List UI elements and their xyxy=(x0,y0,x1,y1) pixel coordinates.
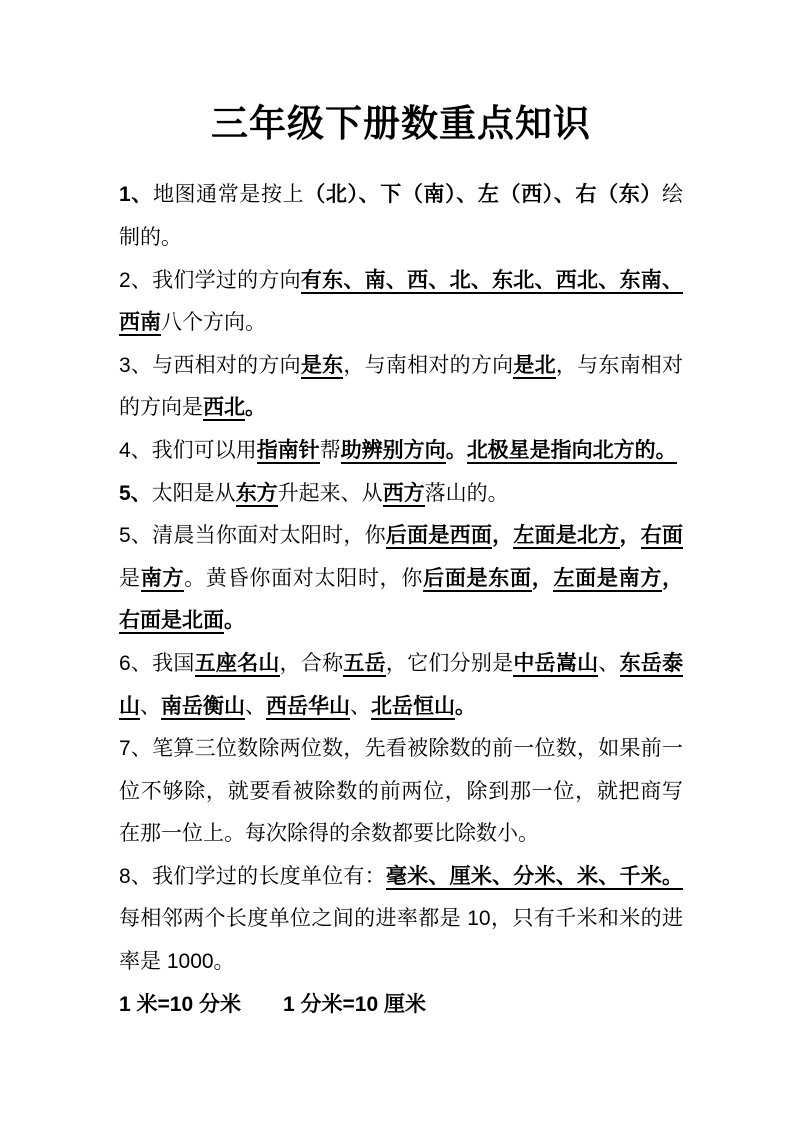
text-segment: 绘制的。 xyxy=(119,183,684,249)
text-segment: ，合称 xyxy=(279,651,344,675)
paragraph xyxy=(119,728,683,856)
text-segment: （北）、下（南）、左（西）、右（东） xyxy=(304,183,663,207)
text-segment: 7、笔算三位数除两位数，先看被除数的前一位数，如果前一位不够除，就要看被除数的前两位，除到那一位，就把商写在那一位上。每次除得的余数都要比除数小。 xyxy=(119,737,683,846)
text-segment: 地图通常是按上 xyxy=(152,183,305,207)
text-segment: 是 xyxy=(119,566,141,590)
text-segment: 升起来、从 xyxy=(277,481,383,505)
text-segment: 东方 xyxy=(235,481,278,505)
text-segment: ， xyxy=(492,524,514,548)
text-segment: 南方 xyxy=(140,566,185,590)
document-body xyxy=(119,174,683,1026)
text-segment: 东岳泰山 xyxy=(119,651,684,718)
text-segment: 、 xyxy=(598,651,620,675)
text-segment: 右面 xyxy=(640,524,684,548)
text-segment: 指南针 xyxy=(256,438,320,462)
paragraph xyxy=(119,174,683,259)
text-segment: 。 xyxy=(445,438,467,462)
text-segment: 每相邻两个长度单位之间的进率都是 10，只有千米和米的进率是 1000。 xyxy=(119,907,683,974)
text-segment: 西方 xyxy=(382,481,425,505)
text-segment: 西北 xyxy=(203,396,245,420)
text-segment: 后面是西面 xyxy=(385,524,493,548)
text-segment: 右面是北面 xyxy=(119,609,224,633)
text-segment: 。 xyxy=(455,694,476,718)
paragraph xyxy=(119,856,683,984)
text-segment: ， xyxy=(555,353,578,377)
text-segment: 太阳是从 xyxy=(151,481,236,505)
text-segment: ， xyxy=(619,524,641,548)
text-segment: 毫米、厘米、分米、米、千米。 xyxy=(385,864,683,888)
text-segment: 1 米=10 分米 xyxy=(119,992,241,1016)
text-segment: 南岳衡山 xyxy=(161,694,245,718)
text-segment: 八个方向。 xyxy=(161,311,266,335)
paragraph xyxy=(119,345,683,430)
text-segment: 北极星是指向北方的。 xyxy=(466,438,677,462)
text-segment: 左面是北方 xyxy=(513,524,620,548)
text-segment: 。 xyxy=(224,609,245,633)
text-segment: 中岳嵩山 xyxy=(513,651,599,675)
text-segment: 落山的。 xyxy=(424,481,509,505)
text-segment: 、 xyxy=(140,694,161,718)
text-segment: 、 xyxy=(350,694,371,718)
text-segment: 8、我们学过的长度单位有： xyxy=(119,864,386,888)
text-segment: 五岳 xyxy=(343,651,386,675)
text-segment: ， xyxy=(343,353,365,377)
text-segment: 5、 xyxy=(119,481,152,505)
text-segment: 左面是南方 xyxy=(553,566,663,590)
paragraph xyxy=(119,260,683,345)
text-segment: 5、清晨当你面对太阳时，你 xyxy=(119,524,386,548)
text-segment: 有东、南、西、北、东北、西北、东南、西南 xyxy=(119,268,684,335)
text-segment: 是北 xyxy=(513,353,556,377)
page-title: 三年级下册数重点知识 xyxy=(211,103,591,144)
text-segment: 1 分米=10 厘米 xyxy=(282,992,426,1016)
paragraph xyxy=(119,984,683,1027)
text-segment: ， xyxy=(662,566,684,590)
text-segment: 。黄昏你面对太阳时，你 xyxy=(184,566,424,590)
paragraph xyxy=(119,473,683,516)
text-segment: 五座名山 xyxy=(194,651,280,675)
text-segment xyxy=(241,993,283,1016)
text-segment: 6、我国 xyxy=(119,651,195,675)
text-segment: 与东南相对的方向是 xyxy=(119,353,684,420)
text-segment: 帮 xyxy=(319,438,341,462)
text-segment: 助辨别方向 xyxy=(340,438,446,462)
text-segment: 与南相对的方向 xyxy=(364,353,514,377)
text-segment: 北岳恒山 xyxy=(371,694,455,718)
text-segment: 2、我们学过的方向 xyxy=(119,268,301,292)
text-segment: 后面是东面 xyxy=(423,566,532,590)
paragraph xyxy=(119,515,683,643)
paragraph xyxy=(119,643,683,728)
text-segment: ， xyxy=(531,566,554,590)
text-segment: ，它们分别是 xyxy=(385,651,514,675)
text-segment: 4、我们可以用 xyxy=(119,438,257,462)
paragraph xyxy=(119,430,683,473)
text-segment: 。 xyxy=(245,396,266,420)
text-segment: 是东 xyxy=(300,353,344,377)
text-segment: 、 xyxy=(245,694,266,718)
text-segment: 1、 xyxy=(119,183,153,207)
text-segment: 3、与西相对的方向 xyxy=(119,353,301,377)
text-segment: 西岳华山 xyxy=(266,694,350,718)
